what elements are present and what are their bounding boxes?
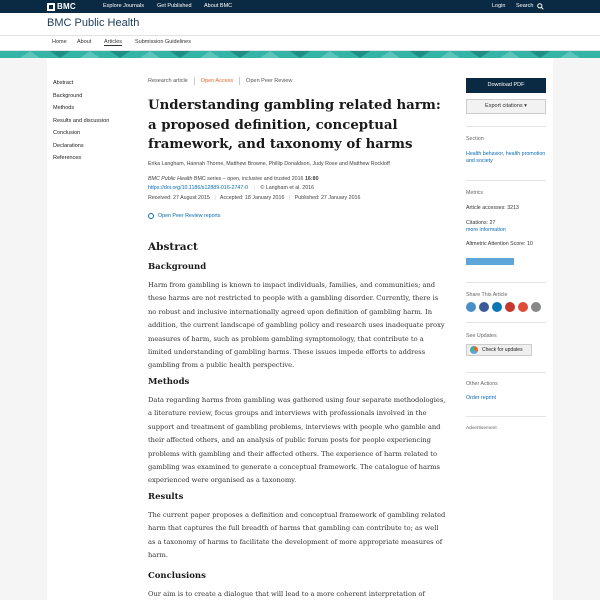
section-label: Section: [466, 136, 484, 142]
altmetric-score: Altmetric Attention Score: 10: [466, 241, 533, 247]
citation-series: BMC series – open, inclusive and trusted: [193, 176, 291, 182]
published-date: Published: 27 January 2016: [294, 195, 361, 201]
subnav-articles[interactable]: Articles: [104, 39, 123, 45]
altmetric-bar[interactable]: [466, 258, 514, 265]
advertisement-label: Advertisement: [466, 426, 497, 431]
bmc-logo-icon: [47, 3, 55, 11]
subnav-about[interactable]: About: [77, 39, 92, 45]
sidebar-divider: [466, 322, 546, 323]
open-access-badge: Open Access: [200, 78, 234, 84]
facebook-icon[interactable]: [479, 302, 489, 312]
meta-separator: [239, 77, 240, 85]
sidebar-divider: [466, 126, 546, 127]
download-pdf-button[interactable]: Download PDF: [466, 78, 546, 93]
journal-title[interactable]: BMC Public Health: [47, 17, 140, 29]
decorative-banner: [0, 51, 600, 58]
share-buttons: [466, 302, 544, 312]
methods-text: Data regarding harms from gambling was gathered using four separate methodologies, a literature review, focus groups and interviews with professionals involved in the support and treatment of gambling problems, interviews with people who gamble and their affected others, and an analysis of public forum posts for people experiencing problems with gambling and their affected others. The experience of harm related to gambling was examined to generate a conceptual framework. The catalogue of harms experienced were organised as a taxonomy.: [148, 396, 446, 485]
results-text: The current paper proposes a definition and conceptual framework of gambling related harm that captures the full breadth of harms that gambling can contribute to; as well as a taxonomy of harms to facilitate the development of more appropriate measures of harm.: [148, 511, 446, 560]
citation-volume: 16:80: [304, 176, 319, 182]
twitter-icon[interactable]: [466, 302, 476, 312]
toc-abstract[interactable]: Abstract: [53, 80, 74, 86]
conclusions-text: Our aim is to create a dialogue that will lead to a more coherent interpretation of: [148, 590, 425, 598]
methods-heading: Methods: [148, 377, 190, 387]
order-reprint-link[interactable]: Order reprint: [466, 395, 497, 401]
crossmark-icon: [470, 346, 478, 354]
results-heading: Results: [148, 492, 184, 502]
background-heading: Background: [148, 262, 207, 272]
open-peer-review-label: Open Peer Review: [246, 78, 293, 84]
received-date: Received: 27 August 2015: [148, 195, 210, 201]
sidebar-divider: [466, 282, 546, 283]
article-dates: Received: 27 August 2015 | Accepted: 18 January 2016 | Published: 27 January 2016: [148, 195, 361, 201]
toc-background[interactable]: Background: [53, 92, 83, 99]
search-icon[interactable]: [537, 3, 544, 10]
opr-label: Open Peer Review reports: [158, 213, 221, 219]
top-bar: [0, 0, 600, 13]
article-type: Research article: [148, 78, 188, 84]
toc-results-and-discussion[interactable]: Results and discussion: [53, 117, 110, 124]
sidebar-divider: [466, 372, 546, 373]
subnav-submission-guidelines[interactable]: Submission Guidelines: [135, 39, 191, 45]
check-updates-label: Check for updates: [482, 347, 523, 353]
citations-count: Citations: 27: [466, 220, 496, 226]
check-for-updates-button[interactable]: [466, 344, 532, 356]
subnav-home[interactable]: Home: [52, 39, 67, 45]
meta-separator: [194, 77, 195, 85]
sidebar-divider: [466, 180, 546, 181]
bmc-logo-text: BMC: [57, 2, 76, 11]
journal-subnav: [0, 36, 600, 51]
google-plus-icon[interactable]: [518, 302, 528, 312]
peer-review-icon: [148, 213, 154, 219]
article-accesses: Article accesses: 3213: [466, 205, 519, 211]
article-contents-nav: [53, 80, 109, 168]
bmc-logo[interactable]: [47, 2, 76, 11]
more-information-link[interactable]: more information: [466, 227, 506, 233]
background-text: Harm from gambling is known to impact individuals, families, and communities; and these harms are not restricted to people with a gambling disorder. Currently, there is no robust and inclusive internationally agreed upon definition of gambling harm. In addition, the current landscape of gambling policy and research uses inadequate proxy measures of harm, such as problem gambling symptomology, that contribute to a limited understanding of gambling harms. These issues impede efforts to address gambling from a public health perspective.: [148, 281, 445, 370]
section-link[interactable]: Health behavior, health promotion and society: [466, 151, 546, 164]
reddit-icon[interactable]: [531, 302, 541, 312]
article-meta-bar: [148, 77, 292, 85]
copyright: © Langham et al. 2016: [260, 185, 315, 191]
toc-conclusion[interactable]: Conclusion: [53, 130, 81, 136]
weibo-icon[interactable]: [505, 302, 515, 312]
other-actions-label: Other Actions: [466, 381, 498, 387]
nav-about-bmc[interactable]: About BMC: [204, 3, 233, 9]
toc-declarations[interactable]: Declarations: [53, 142, 84, 149]
sidebar-divider: [466, 416, 546, 417]
author-list[interactable]: Erika Langham, Hannah Thorne, Matthew Browne, Phillip Donaldson, Judy Rose and Matthew Rockloff: [148, 161, 390, 167]
metrics-label: Metrics: [466, 190, 484, 196]
export-citations-button[interactable]: Export citations ▾: [466, 99, 546, 114]
linkedin-icon[interactable]: [492, 302, 502, 312]
citation-year: 2016: [291, 176, 304, 182]
abstract-heading: Abstract: [148, 241, 198, 253]
doi-link[interactable]: https://doi.org/10.1186/s12889-016-2747-0: [148, 185, 249, 191]
open-peer-review-link[interactable]: [148, 213, 220, 219]
conclusions-heading: Conclusions: [148, 571, 206, 581]
nav-get-published[interactable]: Get Published: [157, 3, 192, 9]
toc-methods[interactable]: Methods: [53, 105, 75, 111]
share-label: Share This Article: [466, 292, 508, 298]
login-link[interactable]: Login: [492, 3, 506, 9]
doi-line: https://doi.org/10.1186/s12889-016-2747-0 | © Langham et al. 2016: [148, 185, 315, 191]
see-updates-label: See Updates: [466, 333, 497, 339]
accepted-date: Accepted: 18 January 2016: [219, 195, 285, 201]
article-title: Understanding gambling related harm: a proposed definition, conceptual framework, and taxonomy of harms: [148, 98, 441, 152]
citation-journal: BMC Public Health: [148, 176, 193, 182]
search-link[interactable]: Search: [516, 3, 534, 9]
journal-header: [0, 13, 600, 36]
nav-explore-journals[interactable]: Explore Journals: [103, 3, 144, 9]
journal-citation: [148, 176, 319, 182]
toc-references[interactable]: References: [53, 155, 82, 161]
